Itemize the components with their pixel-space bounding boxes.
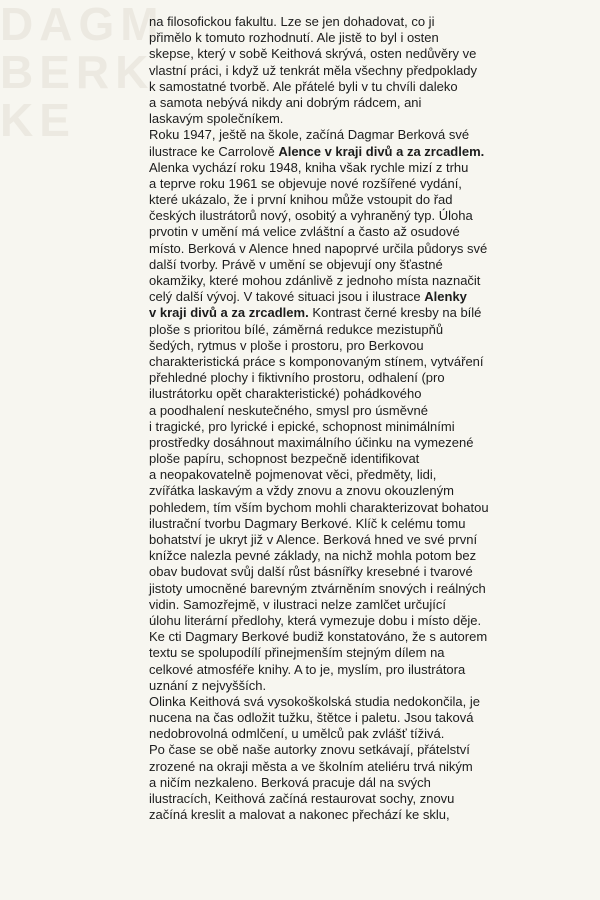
text-line [149, 403, 559, 419]
text-line [149, 742, 559, 758]
text-line [149, 581, 559, 597]
text-line [149, 710, 559, 726]
text-run: na filosofickou fakultu. Lze se jen dohadovat, co ji [149, 14, 435, 29]
text-line [149, 564, 559, 580]
text-line [149, 678, 559, 694]
text-line [149, 613, 559, 629]
text-line [149, 548, 559, 564]
text-run: a neopakovatelně pojmenovat věci, předměty, lidi, [149, 467, 437, 483]
text-run: další tvorby. Právě v umění se objevují ony šťastné [149, 256, 443, 272]
text-run: obav budovat svůj další růst básnířky kresebné i tvarové [149, 564, 473, 580]
text-run: a samota nebývá nikdy ani dobrým rádcem, ani [149, 94, 422, 110]
text-line [149, 257, 559, 273]
text-run: ploše s prioritou bílé, záměrná redukce mezistupňů [149, 321, 444, 337]
book-title-bold: v kraji divů a za zrcadlem. [149, 305, 309, 321]
text-run: ilustrátorku opět charakteristické) pohádkového [149, 386, 422, 402]
text-line [149, 305, 559, 321]
text-run: nucena na čas odložit tužku, štětce i paletu. Jsou taková [149, 710, 474, 726]
text-run: začíná kreslit a malovat a nakonec přechází ke sklu, [149, 807, 450, 823]
text-line [149, 289, 559, 305]
text-line [149, 532, 559, 548]
text-run: a poodhalení neskutečného, smysl pro úsměvné [149, 402, 428, 418]
text-line [149, 241, 559, 257]
text-line [149, 30, 559, 46]
text-line [149, 144, 559, 160]
text-run: ploše papíru, schopnost bezpečně identifikovat [149, 451, 420, 467]
text-run: místo. Berková v Alence hned napoprvé určila půdorys své [149, 240, 488, 256]
text-run: laskavým společníkem. [149, 111, 284, 127]
text-run: Roku 1947, ještě na škole, začíná Dagmar Berková své [149, 127, 470, 143]
text-run: a teprve roku 1961 se objevuje nové rozšířené vydání, [149, 175, 462, 191]
text-run: ilustrační tvorbu Dagmary Berkové. Klíč k celému tomu [149, 515, 466, 531]
text-run: prvotin v umění má velice zvláštní a často až osudové [149, 224, 460, 240]
text-run: bohatství je ukryt již v Alence. Berková hned ve své první [149, 532, 478, 547]
text-line [149, 694, 559, 710]
text-line [149, 662, 559, 678]
text-line [149, 435, 559, 451]
text-run: ilustrace ke Carrolově [149, 143, 279, 159]
text-line [149, 160, 559, 176]
text-run: Kontrast černé kresby na bílé [308, 305, 482, 321]
text-line [149, 807, 559, 823]
text-line [149, 14, 559, 30]
text-run: nedobrovolná odmlčení, u umělců pak zvlášť tíživá. [149, 726, 445, 742]
text-line [149, 726, 559, 742]
text-line [149, 645, 559, 661]
text-line [149, 63, 559, 79]
text-run: přehledné plochy i fiktivního prostoru, odhalení (pro [149, 370, 445, 386]
text-run: textu se spolupodílí přinejmenším stejným dílem na [149, 645, 445, 661]
text-line [149, 354, 559, 370]
text-line [149, 451, 559, 467]
text-line [149, 516, 559, 532]
text-line [149, 46, 559, 62]
text-line [149, 386, 559, 402]
text-line [149, 322, 559, 338]
text-line [149, 370, 559, 386]
text-run: vlastní práci, i když už tenkrát měla všechny předpoklady [149, 62, 478, 78]
text-line [149, 629, 559, 645]
text-run: jistoty umocněné barevným ztvárněním snových i reálných [149, 580, 486, 596]
text-run: přimělo k tomuto rozhodnutí. Ale jistě to byl i osten [149, 30, 439, 46]
text-line [149, 192, 559, 208]
text-line [149, 111, 559, 127]
text-line [149, 176, 559, 192]
text-run: celý další vývoj. V takové situaci jsou i ilustrace [149, 289, 425, 305]
text-run: prostředky dosáhnout maximálního účinku na vymezené [149, 434, 474, 450]
text-run: pohledem, tím vším bychom mohli charakterizovat bohatou [149, 499, 489, 515]
text-run: Ke cti Dagmary Berkové budiž konstatováno, že s autorem [149, 629, 488, 645]
text-run: zrozené na okraji města a ve školním ateliéru trvá nikým [149, 758, 473, 774]
text-line [149, 759, 559, 775]
text-run: českých ilustrátorů nový, osobitý a vyhraněný typ. Úloha [149, 208, 473, 224]
text-line [149, 500, 559, 516]
text-run: knížce nalezla pevné základy, na nichž mohla potom bez [149, 548, 477, 564]
book-title-bold: Alenky [424, 289, 467, 305]
text-run: zvířátka laskavým a vždy znovu a znovu okouzleným [149, 483, 454, 499]
text-run: uznání z nejvyšších. [149, 677, 267, 693]
watermark-line: KE [0, 94, 76, 146]
text-line [149, 419, 559, 435]
text-run: okamžiky, které mohou zdánlivě z jednoho místa naznačit [149, 273, 481, 288]
text-run: a ničím nezkaleno. Berková pracuje dál na svých [149, 774, 431, 790]
text-run: vidin. Samozřejmě, v ilustraci nelze zamlčet určující [149, 596, 446, 612]
watermark-line: DAGM [0, 0, 165, 50]
text-run: skepse, který v sobě Keithová skrývá, osten nedůvěry ve [149, 46, 477, 62]
text-run: k samostatné tvorbě. Ale přátelé byli v tu chvíli daleko [149, 78, 458, 94]
text-line [149, 791, 559, 807]
book-title-bold: Alence v kraji divů a za zrcadlem. [278, 143, 485, 159]
watermark-line: BERK [0, 46, 155, 98]
text-line [149, 775, 559, 791]
text-run: Po čase se obě naše autorky znovu setkávají, přátelství [149, 742, 470, 758]
text-run: úlohu literární předlohy, která vymezuje dobu i místo děje. [149, 612, 482, 628]
text-line [149, 338, 559, 354]
text-line [149, 467, 559, 483]
text-line [149, 597, 559, 613]
text-line [149, 127, 559, 143]
text-line [149, 483, 559, 499]
text-run: i tragické, pro lyrické i epické, schopnost minimálními [149, 418, 455, 434]
text-line [149, 224, 559, 240]
text-run: ilustracích, Keithová začíná restaurovat sochy, znovu [149, 791, 455, 806]
text-line [149, 273, 559, 289]
text-run: charakteristická práce s komponovaným stínem, vytváření [149, 353, 484, 369]
text-line [149, 95, 559, 111]
text-run: které ukázalo, že i první knihou může vstoupit do řad [149, 192, 453, 208]
text-run: Olinka Keithová svá vysokoškolská studia nedokončila, je [149, 693, 480, 709]
text-line [149, 208, 559, 224]
text-run: Alenka vychází roku 1948, kniha však rychle mizí z trhu [149, 159, 469, 175]
text-run: celkové atmosféře knihy. A to je, myslím, pro ilustrátora [149, 661, 466, 677]
text-run: šedých, rytmus v ploše i prostoru, pro Berkovou [149, 337, 424, 353]
text-line [149, 79, 559, 95]
body-text-column [149, 14, 559, 823]
faded-watermark-heading [0, 0, 165, 144]
